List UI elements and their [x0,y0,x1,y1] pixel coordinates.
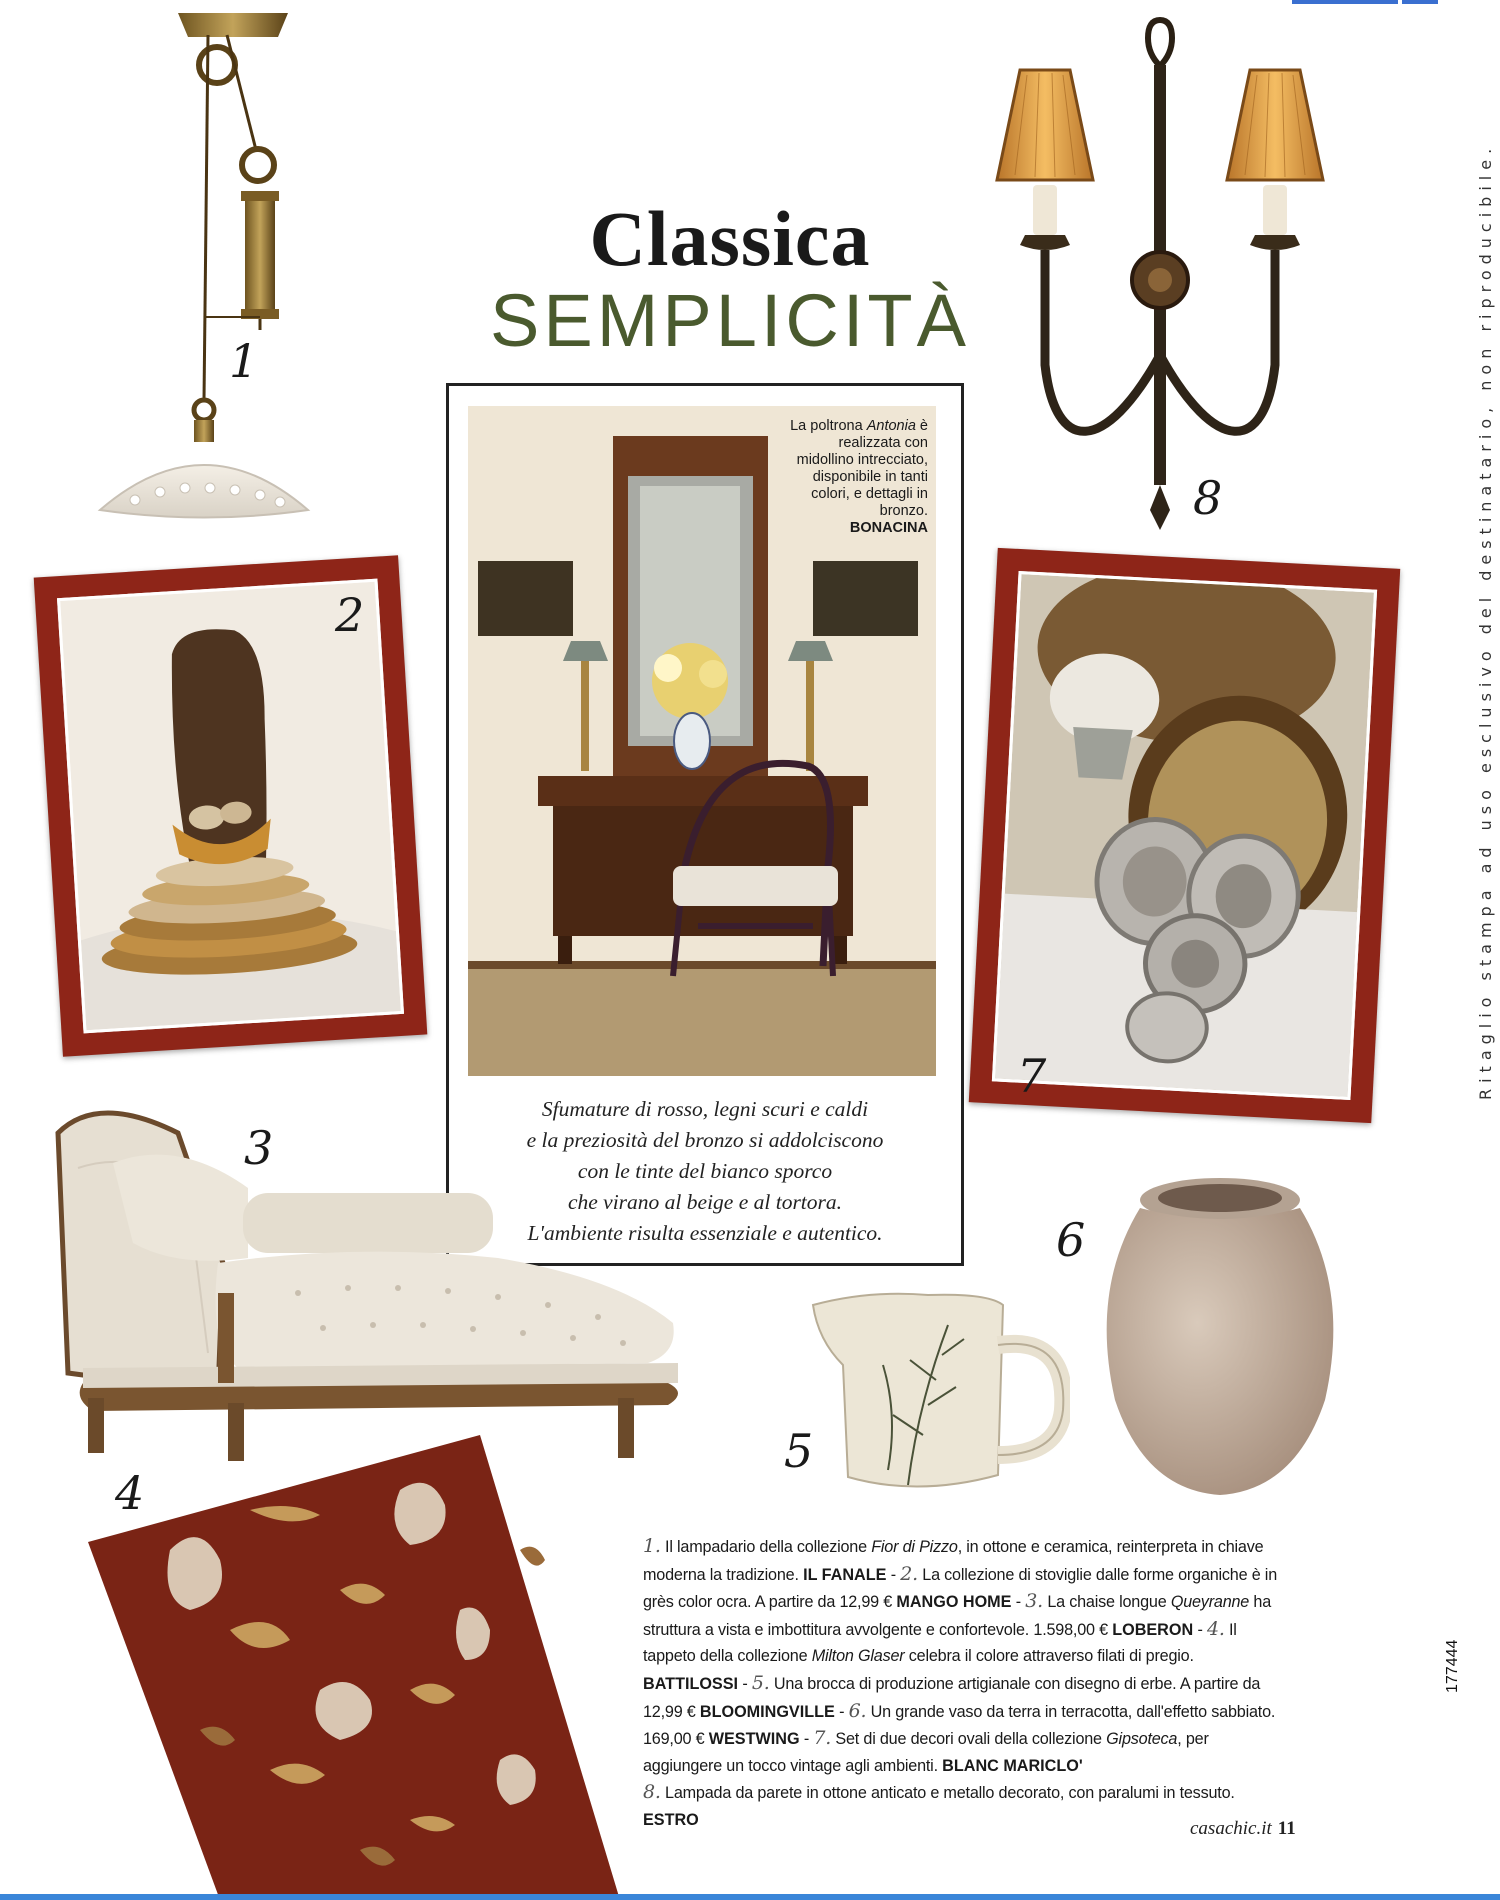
caption-5-num: 5. [751,1671,770,1694]
tableware-frame [34,555,428,1056]
caption-4-ital: Milton Glaser [811,1647,905,1666]
medallions-image [995,574,1374,1103]
caption-3-ital: Queyranne [1170,1593,1250,1612]
caption-7-pre: Set di due decori ovali della collezione [835,1730,1107,1749]
medallions-frame [969,548,1400,1123]
note-product: Antonia [866,418,916,434]
clipping-code: 177444 [1444,1639,1461,1693]
tableware-image [60,582,401,1030]
item-number-8: 8 [1193,471,1223,525]
caption-4-brand: BATTILOSSI [643,1674,739,1693]
item-number-5: 5 [784,1424,814,1478]
pendant-lamp-image [80,5,340,530]
room-photo [468,406,936,1076]
caption-4-num: 4. [1206,1617,1225,1640]
caption-6-num: 6. [848,1699,867,1722]
caption-7-num: 7. [813,1727,832,1750]
caption-5-brand: BLOOMINGVILLE [699,1702,835,1721]
note-brand: BONACINA [849,520,928,536]
item-number-7: 7 [1017,1049,1047,1103]
caption-8-brand: ESTRO [643,1810,699,1829]
caption-8-num: 8. [643,1781,661,1804]
item-number-6: 6 [1056,1213,1086,1267]
wall-sconce-image [955,15,1385,530]
caption-2-brand: MANGO HOME [896,1593,1012,1612]
caption-3-pre: La chaise longue [1047,1593,1171,1612]
caption-6-pre: Un grande vaso da terra in terracotta, dall'effetto sabbiato. 169,00 € [643,1702,1276,1749]
chaise-longue-image [38,1093,710,1473]
caption-1-brand: IL FANALE [803,1565,887,1584]
caption-3-text: ha struttura a vista e imbottitura avvolgente e confortevole. 1.598,00 € [643,1593,1272,1639]
footer-site: casachic.it [1190,1818,1272,1839]
caption-5-pre: Una brocca di produzione artigianale con disegno di erbe. A partire da 12,99 € [643,1674,1261,1721]
note-line1: La poltrona [790,418,863,434]
title-sub: SEMPLICITÀ [490,279,970,362]
note-line2: è realizzata con midollino intrecciato, disponibile in tanti colori, e dettagli in bronzo. [796,418,928,519]
caption-2-pre: La collezione di stoviglie dalle forme organiche è in grès color ocra. A partire da 12,99 € [643,1565,1277,1612]
caption-1-ital: Fior di Pizzo [871,1538,958,1556]
caption-4-text: celebra il colore attraverso filati di pregio. [904,1647,1194,1666]
item-number-3: 3 [244,1121,274,1175]
page-title [470,195,990,362]
item-number-1: 1 [229,334,259,388]
terracotta-vase-image [1090,1170,1345,1505]
item-number-4: 4 [115,1466,145,1520]
product-captions: 1. Il lampadario della collezione Fior di Pizzo, in ottone e ceramica, reinterpreta in chiave moderna la tradizione. IL FANALE - 2. La collezione di stoviglie dalle forme organiche è in grès color ocra. A partire da 12,99 € MANGO HOME - 3. La chaise longue Queyranne ha struttura a vista e imbottitura avvolgente e confortevole. 1.598,00 € LOBERON - 4. Il tappeto della collezione Milton Glaser celebra il colore attraverso filati di pregio. BATTILOSSI - 5. Una brocca di produzione artigianale con disegno di erbe. A partire da 12,99 € BLOOMINGVILLE - 6. Un grande vaso da terra in terracotta, dall'effetto sabbiato. 169,00 € WESTWING - 7. Set di due decori ovali della collezione Gipsoteca, per aggiungere un tocco vintage agli ambienti. BLANC MARICLO' 8. Lampada da parete in ottone anticato e metallo decorato, con paralumi in tessuto. ESTRO [643,1535,1277,1829]
caption-2-num: 2. [900,1562,918,1585]
caption-6-brand: WESTWING [708,1730,800,1749]
caption-3-num: 3. [1025,1590,1043,1613]
item-number-2: 2 [335,588,365,642]
title-main: Classica [589,195,871,282]
product-note [778,418,928,537]
rug-image [80,1430,700,1900]
top-rule-left [1292,0,1398,4]
top-rule-right [1402,0,1438,4]
bottom-rule [0,1894,1500,1900]
caption-1-pre: Il lampadario della collezione [665,1538,872,1556]
press-clipping-notice: Ritaglio stampa ad uso esclusivo del destinatario, non riproducibile. [1476,142,1495,1100]
page-number: 11 [1277,1818,1296,1839]
caption-8-pre: Lampada da parete in ottone anticato e metallo decorato, con paralumi in tessuto. [665,1784,1235,1803]
caption-7-text: , per aggiungere un tocco vintage agli ambienti. [643,1730,1209,1775]
caption-3-brand: LOBERON [1112,1620,1194,1639]
caption-7-ital: Gipsoteca [1106,1730,1178,1749]
caption-4-pre: Il tappeto della collezione [643,1620,1237,1666]
caption-7-brand: BLANC MARICLO' [942,1756,1083,1775]
pitcher-image [808,1285,1070,1500]
caption-1-text: , in ottone e ceramica, reinterpreta in chiave moderna la tradizione. [643,1538,1264,1584]
caption-1-num: 1. [643,1535,661,1557]
room-caption: Sfumature di rosso, legni scuri e caldi e la preziosità del bronzo si addolciscono con le tinte del bianco sporco che virano al beige e al tortora. L'ambiente risulta essenziale e autentico. [526,1097,884,1245]
page-footer [1190,1818,1296,1840]
